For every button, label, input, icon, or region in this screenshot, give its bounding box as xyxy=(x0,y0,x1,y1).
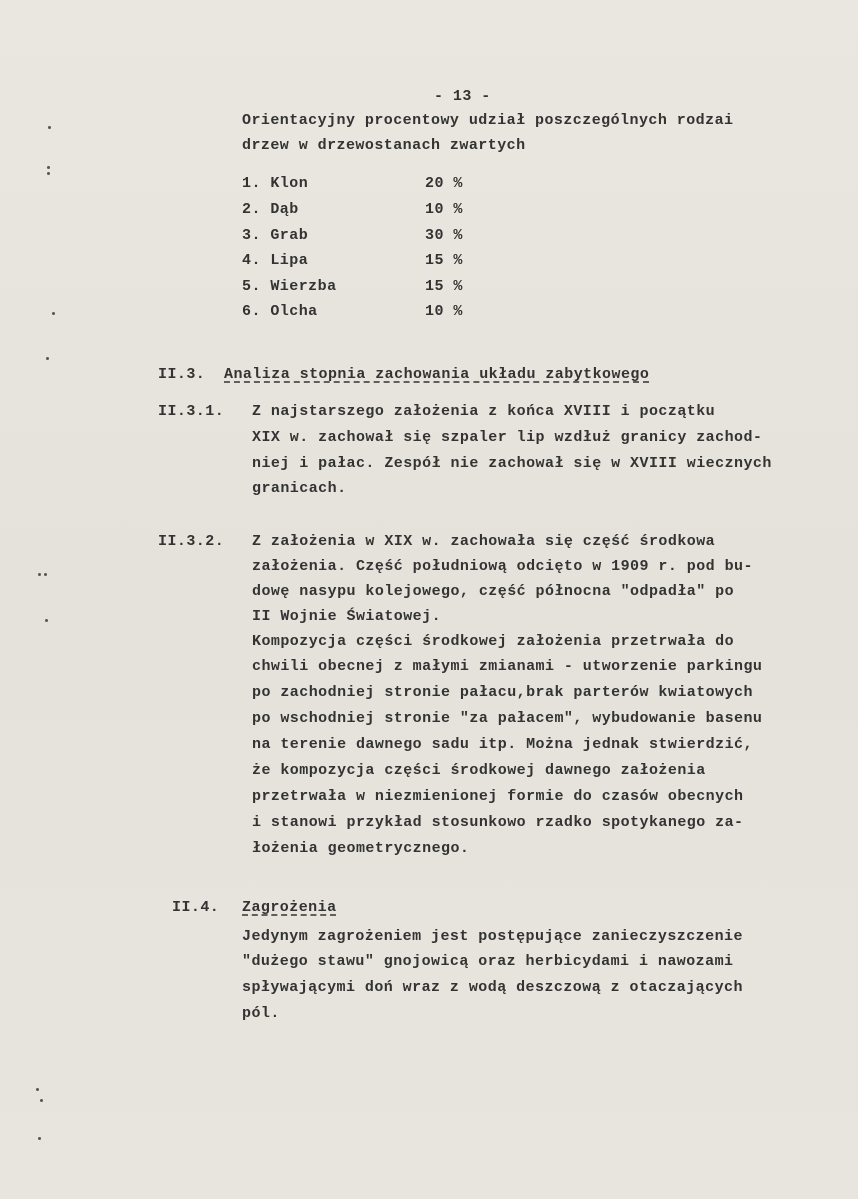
margin-speck xyxy=(46,357,49,360)
section-heading: Analiza stopnia zachowania układu zabytkowego xyxy=(224,366,650,383)
tree-percentage: 10 % xyxy=(425,201,463,218)
margin-speck xyxy=(38,573,41,576)
paragraph-line: łożenia geometrycznego. xyxy=(252,840,470,857)
margin-speck xyxy=(44,573,47,576)
paragraph-line: na terenie dawnego sadu itp. Można jednak stwierdzić, xyxy=(252,736,753,753)
paragraph-line: dowę nasypu kolejowego, część północna "odpadła" po xyxy=(252,583,735,600)
paragraph-line: "dużego stawu" gnojowicą oraz herbicydami i nawozami xyxy=(242,953,734,970)
paragraph-line: że kompozycja części środkowej dawnego założenia xyxy=(252,762,706,779)
section-number: II.3.1. xyxy=(158,403,225,420)
paragraph-line: Jedynym zagrożeniem jest postępujące zanieczyszczenie xyxy=(242,928,743,945)
tree-percentage: 15 % xyxy=(425,252,463,269)
paragraph-line: i stanowi przykład stosunkowo rzadko spotykanego za- xyxy=(252,814,744,831)
tree-percentage: 20 % xyxy=(425,175,463,192)
page-number: - 13 - xyxy=(434,88,491,105)
paragraph-line: granicach. xyxy=(252,480,347,497)
paragraph-line: chwili obecnej z małymi zmianami - utworzenie parkingu xyxy=(252,658,763,675)
margin-speck xyxy=(38,1137,41,1140)
margin-speck xyxy=(48,126,51,129)
tree-percentage: 10 % xyxy=(425,303,463,320)
paragraph-line: XIX w. zachował się szpaler lip wzdłuż granicy zachod- xyxy=(252,429,763,446)
paragraph-line: Z założenia w XIX w. zachowała się część środkowa xyxy=(252,533,716,550)
intro-line-1: Orientacyjny procentowy udział poszczególnych rodzai xyxy=(242,112,734,129)
paragraph-line: po zachodniej stronie pałacu,brak parterów kwiatowych xyxy=(252,684,753,701)
paragraph-line: po wschodniej stronie "za pałacem", wybudowanie basenu xyxy=(252,710,763,727)
paragraph-line: Z najstarszego założenia z końca XVIII i początku xyxy=(252,403,716,420)
tree-percentage: 30 % xyxy=(425,227,463,244)
section-number: II.3.2. xyxy=(158,533,225,550)
intro-line-2: drzew w drzewostanach zwartych xyxy=(242,137,526,154)
section-heading: Zagrożenia xyxy=(242,899,337,916)
margin-speck xyxy=(52,312,55,315)
margin-speck xyxy=(47,166,50,169)
paragraph-line: pól. xyxy=(242,1005,280,1022)
paragraph-line: Kompozycja części środkowej założenia przetrwała do xyxy=(252,633,735,650)
paragraph-line: przetrwała w niezmienionej formie do czasów obecnych xyxy=(252,788,744,805)
section-number: II.3. xyxy=(158,366,206,383)
section-number: II.4. xyxy=(172,899,220,916)
tree-label: 4. Lipa xyxy=(242,252,309,269)
paragraph-line: niej i pałac. Zespół nie zachował się w XVIII wiecznych xyxy=(252,455,772,472)
tree-label: 2. Dąb xyxy=(242,201,299,218)
paragraph-line: spływającymi doń wraz z wodą deszczową z otaczających xyxy=(242,979,743,996)
tree-label: 3. Grab xyxy=(242,227,309,244)
margin-speck xyxy=(45,619,48,622)
tree-percentage: 15 % xyxy=(425,278,463,295)
paragraph-line: II Wojnie Światowej. xyxy=(252,608,442,625)
paragraph-line: założenia. Część południową odcięto w 1909 r. pod bu- xyxy=(252,558,753,575)
margin-speck xyxy=(47,172,50,175)
tree-label: 1. Klon xyxy=(242,175,309,192)
tree-label: 6. Olcha xyxy=(242,303,318,320)
tree-label: 5. Wierzba xyxy=(242,278,337,295)
margin-speck xyxy=(36,1088,39,1091)
margin-speck xyxy=(40,1099,43,1102)
